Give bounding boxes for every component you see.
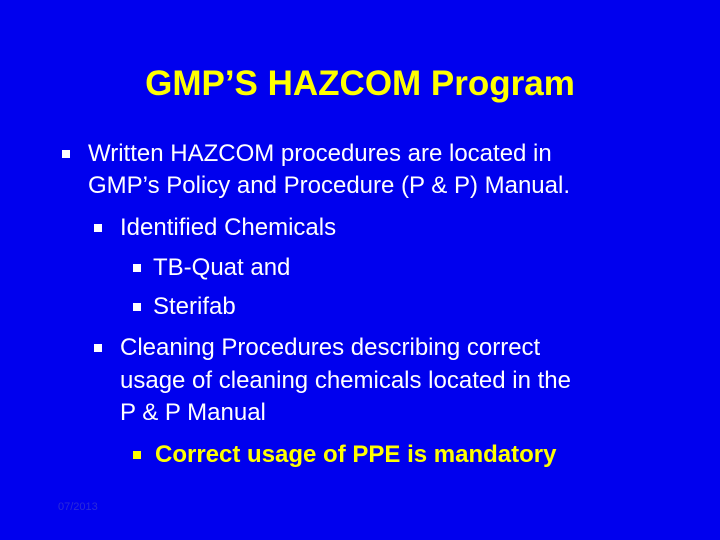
bullet-main-line-1: Written HAZCOM procedures are located in — [88, 140, 552, 167]
bullet-marker-sub-2-item-1 — [133, 451, 141, 459]
bullet-sub-2-item-1: Correct usage of PPE is mandatory — [155, 441, 557, 468]
bullet-marker-sub-2 — [94, 344, 102, 352]
bullet-marker-sub-1 — [94, 224, 102, 232]
bullet-sub-2-line-1: Cleaning Procedures describing correct — [120, 334, 541, 361]
bullet-marker-main — [62, 150, 70, 158]
bullet-sub-1: Identified Chemicals — [120, 214, 337, 241]
bullet-main-line-2: GMP’s Policy and Procedure (P & P) Manual. — [88, 172, 570, 199]
slide-title: GMP’S HAZCOM Program — [145, 64, 575, 103]
bullet-marker-sub-1-item-1 — [133, 264, 141, 272]
bullet-sub-2-line-3: P & P Manual — [120, 399, 266, 426]
bullet-marker-sub-1-item-2 — [133, 303, 141, 311]
bullet-sub-1-item-1: TB-Quat and — [153, 254, 291, 281]
bullet-sub-2-line-2: usage of cleaning chemicals located in the — [120, 367, 571, 394]
bullet-sub-1-item-2: Sterifab — [153, 293, 236, 320]
footer-date: 07/2013 — [58, 501, 98, 513]
